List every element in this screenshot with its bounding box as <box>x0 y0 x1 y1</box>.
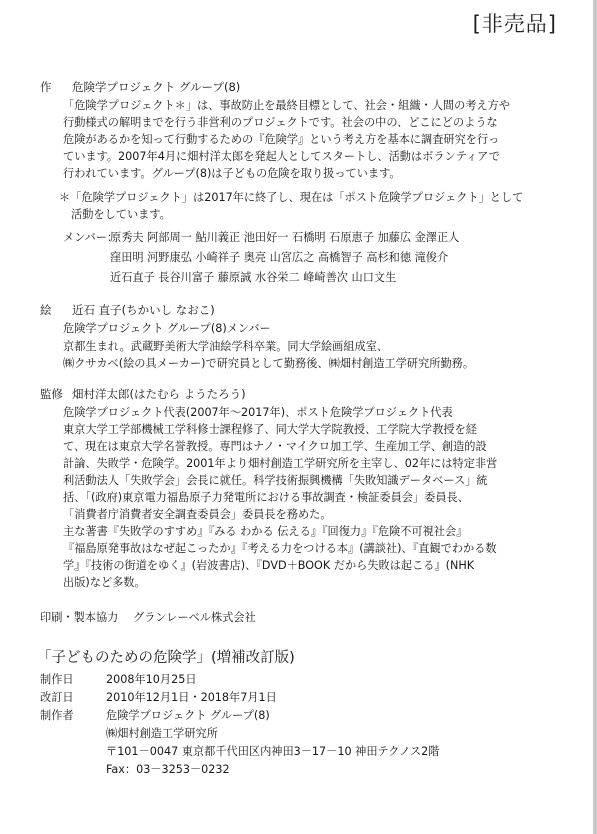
author-note-line: 活動をしています。 <box>71 208 171 221</box>
edition-row <box>40 690 277 706</box>
producer-line: ㈱畑村創造工学研究所 <box>106 727 218 740</box>
edition-row <box>40 672 197 688</box>
members-line: 近石直子 長谷川富子 藤原誠 水谷栄二 峰崎善次 山口文生 <box>110 271 397 284</box>
supervisor-desc-line: 利活動法人「失敗学会」会長に就任。科学技術振興機構「失敗知識データベース」統 <box>63 474 488 487</box>
page-edge-shadow <box>593 0 597 834</box>
not-for-sale-badge: [非売品] <box>472 12 557 36</box>
supervisor-desc-line: て、現在は東京大学名誉教授。専門はナノ・マイクロ加工学、生産加工学、創造的設 <box>63 440 487 453</box>
illustrator-key: 絵 <box>40 303 52 317</box>
illustrator-desc-line: 京都生まれ。武蔵野美術大学油絵学科卒業。同大学絵画組成室、 <box>63 340 389 353</box>
members-line: 原秀夫 阿部周一 鮎川義正 池田好一 石橋明 石原恵子 加藤広 金澤正人 <box>110 231 460 244</box>
supervisor-desc-line: 「消費者庁消費者安全調査委員会」委員長を務めた。 <box>63 508 332 521</box>
illustrator-name: 近石 直子(ちかいし なおこ) <box>72 303 215 317</box>
supervisor-name: 畑村洋太郎(はたむら ようたろう) <box>72 387 246 401</box>
illustrator-desc-line: ㈱クサカベ(絵の具メーカー)で研究員として勤務後、㈱畑村創造工学研究所勤務。 <box>63 357 475 370</box>
book-title: 「子どものための危険学」(増補改訂版) <box>37 650 295 666</box>
illustrator-desc-line: 危険学プロジェクト グループ(8)メンバー <box>63 322 271 335</box>
supervisor-desc-line: 計論、失敗学・危険学。2001年より畑村創造工学研究所を主宰し、02年には特定非営 <box>63 457 498 470</box>
author-name: 危険学プロジェクト グループ(8) <box>72 80 241 94</box>
supervisor-desc-line: 主な著書『失敗学のすすめ』『みる わかる 伝える』『回復力』『危険不可視社会』 <box>63 525 468 538</box>
edition-value: 2010年12月1日・2018年7月1日 <box>106 691 277 704</box>
supervisor-desc-line: 危険学プロジェクト代表(2007年〜2017年)、ポスト危険学プロジェクト代表 <box>63 406 453 419</box>
printing-value: グランレーベル株式会社 <box>133 611 256 624</box>
author-desc-line: 「危険学プロジェクト＊」は、事故防止を最終目標として、社会・組織・人間の考え方や <box>63 99 511 112</box>
supervisor-desc-line: 括、「(政府)東京電力福島原子力発電所における事故調査・検証委員会」委員長、 <box>63 491 469 504</box>
supervisor-desc-line: 『福島原発事故はなぜ起こったか』『考える力をつける本』(講談社)、『直観でわかる数 <box>63 542 497 555</box>
author-note-line: ＊「危険学プロジェクト」は2017年に終了し、現在は「ポスト危険学プロジェクト」として <box>59 191 524 204</box>
edition-key: 制作者 <box>40 709 74 722</box>
edition-value: 危険学プロジェクト グループ(8) <box>106 709 270 722</box>
producer-line: 〒101－0047 東京都千代田区内神田3－17－10 神田テクノス2階 <box>106 745 440 758</box>
edition-key: 改訂日 <box>40 691 74 704</box>
supervisor-desc-line: 出版)など多数。 <box>63 576 146 589</box>
author-desc-line: 行動様式の解明までを行う非営利のプロジェクトです。社会の中の、どこにどのような <box>63 116 498 129</box>
author-desc-line: 行われています。グループ(8)は子どもの危険を取り扱っています。 <box>63 167 401 180</box>
supervisor-key: 監修 <box>40 387 63 401</box>
edition-value: 2008年10月25日 <box>106 673 197 686</box>
author-desc-line: 危険があるかを知って行動するための『危険学』という考え方を基本に調査研究を行っ <box>63 133 500 146</box>
members-line: 窪田明 河野康弘 小崎祥子 奥亮 山宮広之 高橋智子 高杉和徳 滝俊介 <box>110 251 449 264</box>
edition-row <box>40 708 270 724</box>
edition-key: 制作日 <box>40 673 74 686</box>
author-heading <box>40 79 240 95</box>
illustrator-heading <box>40 302 215 318</box>
producer-line: Fax：03－3253－0232 <box>106 763 230 776</box>
supervisor-desc-line: 東京大学工学部機械工学科修士課程修了、同大学大学院教授、工学院大学教授を経 <box>63 423 477 436</box>
author-key: 作 <box>40 80 52 94</box>
supervisor-desc-line: 学』『技術の街道をゆく』(岩波書店)、『DVD＋BOOK だから失敗は起こる』(NHK <box>63 559 475 572</box>
members-label: メンバー： <box>63 231 119 244</box>
printing-label: 印刷・製本協力 <box>40 611 119 624</box>
supervisor-heading <box>40 386 246 402</box>
author-desc-line: ています。2007年4月に畑村洋太郎を発起人としてスタートし、活動はボランティアで <box>63 150 500 163</box>
